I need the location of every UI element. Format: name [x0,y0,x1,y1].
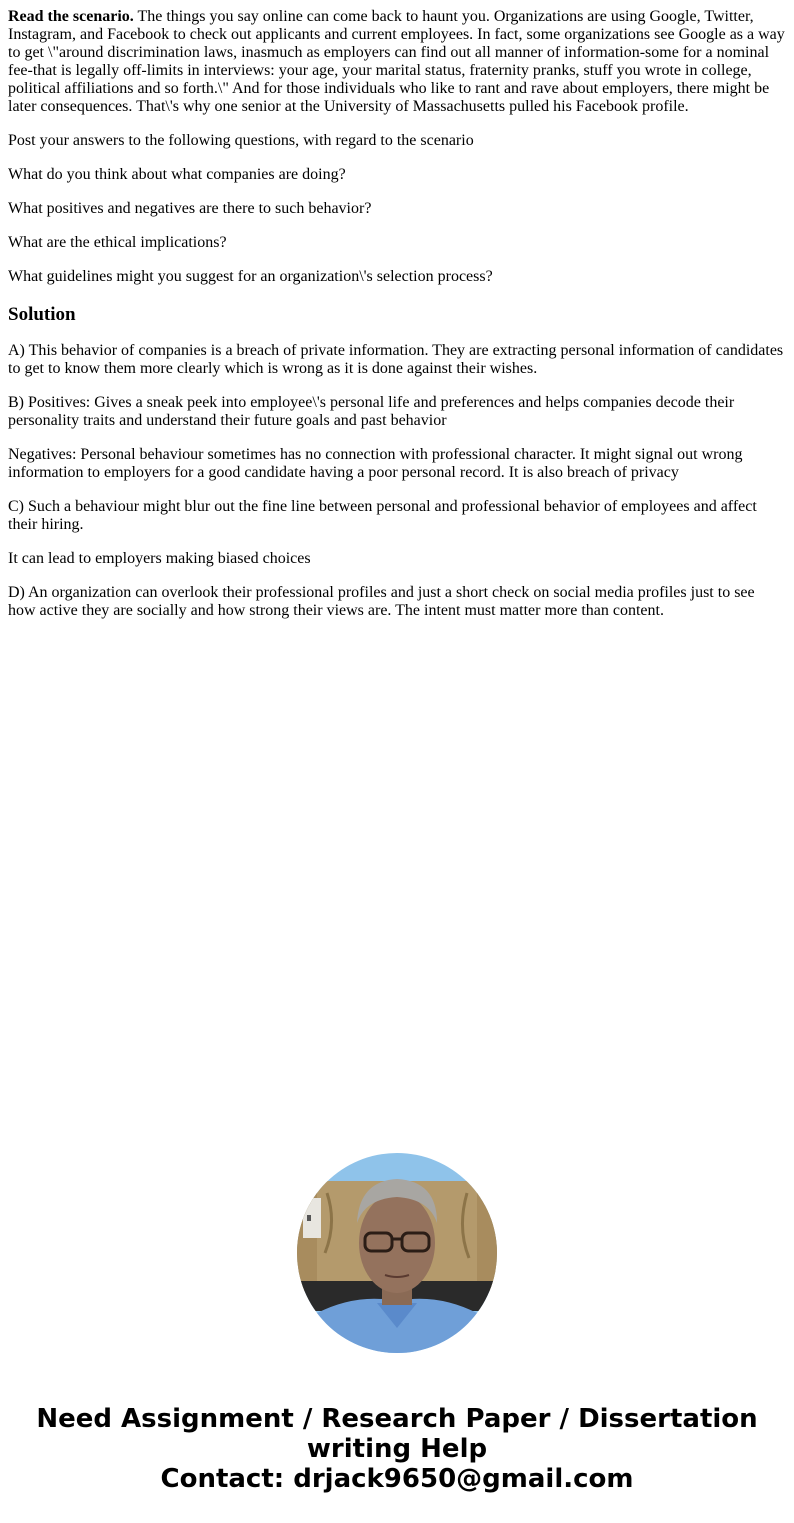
solution-answer-b-positives: B) Positives: Gives a sneak peek into employee\'s personal life and preferences and helps companies decode their personality traits and understand their future goals and past behavior [8,394,735,429]
solution-answer-c-extra: It can lead to employers making biased choices [8,550,311,567]
promo-contact: Contact: drjack9650@gmail.com [160,1464,634,1494]
scenario-text: The things you say online can come back to haunt you. Organizations are using Google, Twitter, Instagram, and Facebook to check out applicants and current employees. In fact, some organizations see Google as a way to get \"around discrimination laws, inasmuch as employers can find out all manner of information-some for a nominal fee-that is legally off-limits in interviews: your age, your marital status, fraternity pranks, stuff you wrote in college, political affiliations and so forth.\" And for those individuals who like to rant and rave about employers, there might be later consequences. That\'s why one senior at the University of Massachusetts pulled his Facebook profile. [8,8,785,115]
avatar [297,1153,497,1353]
promo-banner [0,1404,794,1494]
document-body [8,8,786,636]
solution-answer-c: C) Such a behaviour might blur out the fine line between personal and professional behavior of employees and affect their hiring. [8,498,757,533]
solution-answer-b-negatives: Negatives: Personal behaviour sometimes has no connection with professional character. It might signal out wrong information to employers for a good candidate having a poor personal record. It is also breach of privacy [8,446,743,481]
solution-answer-d: D) An organization can overlook their professional profiles and just a short check on social media profiles just to see how active they are socially and how strong their views are. The intent must matter more than content. [8,584,755,619]
solution-heading: Solution [8,304,76,325]
promo-line-1: Need Assignment / Research Paper / Dissertation [36,1404,758,1434]
promo-line-2: writing Help [306,1434,488,1464]
question-2: What positives and negatives are there to such behavior? [8,200,372,217]
instructions-text: Post your answers to the following questions, with regard to the scenario [8,132,474,149]
solution-answer-a: A) This behavior of companies is a breach of private information. They are extracting personal information of candidates to get to know them more clearly which is wrong as it is done against their wishes. [8,342,784,377]
question-3: What are the ethical implications? [8,234,227,251]
question-1: What do you think about what companies are doing? [8,166,346,183]
scenario-paragraph [8,8,786,116]
question-4: What guidelines might you suggest for an organization\'s selection process? [8,268,493,285]
scenario-lead: Read the scenario. [8,8,134,25]
person-photo-icon [297,1153,497,1353]
